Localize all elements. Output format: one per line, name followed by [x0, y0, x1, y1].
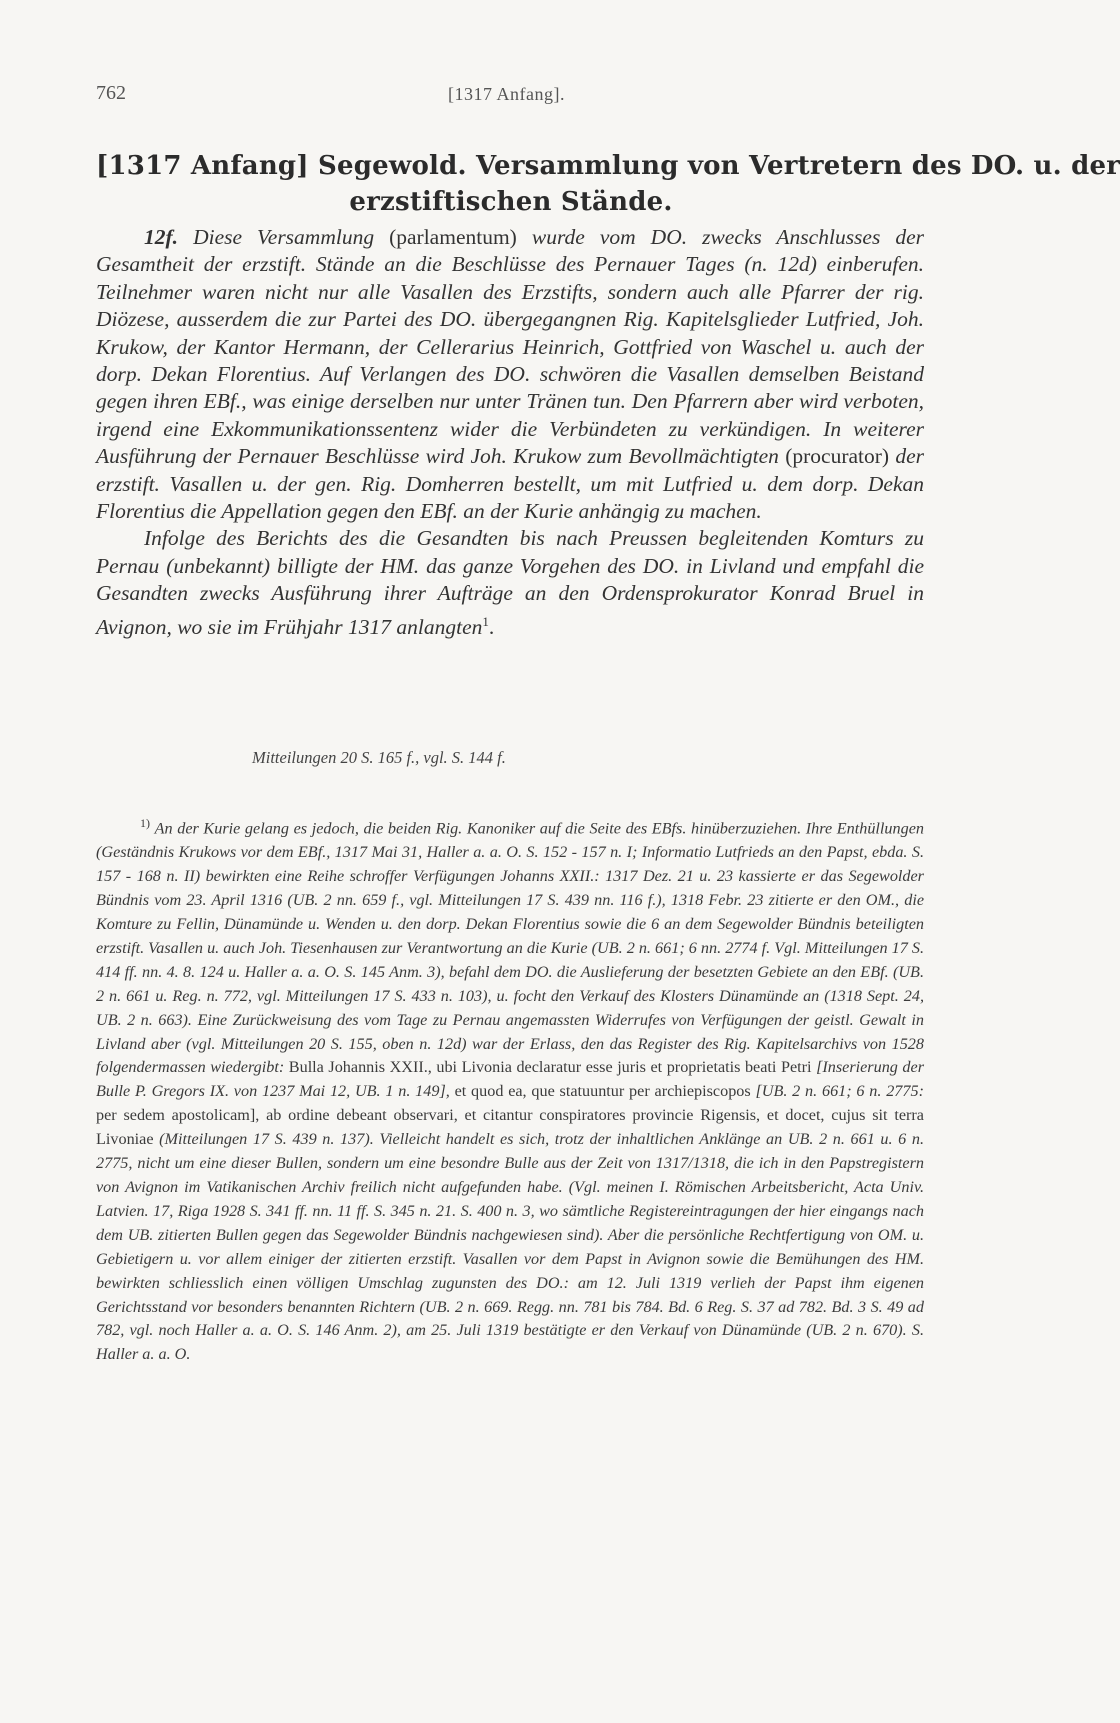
paragraph-1-part-d: (procurator)	[785, 444, 890, 469]
paragraph-1-part-a: Diese Versammlung	[193, 225, 375, 249]
entry-body	[96, 224, 924, 641]
footnote-1	[96, 812, 924, 1367]
entry-number: 12f.	[144, 225, 179, 249]
paragraph-1-part-b: (parlamentum)	[389, 225, 517, 249]
paragraph-2-end: .	[488, 614, 495, 639]
page-number: 762	[96, 82, 126, 104]
paragraph-2-text: Infolge des Berichts des die Gesandten bis nach Preussen begleitenden Komturs zu Pernau (unbekannt) billigte der HM. das ganze Vorgehen des DO. in Livland und empfahl die Gesandten zwecks Ausführung ihrer Aufträge an den Ordensprokurator Konrad Bruel in Avignon, wo sie im Frühjahr 1317 anlangten	[96, 526, 924, 639]
heading-line-2: erzstiftischen Stände.	[349, 187, 673, 217]
paragraph-1-part-c: wurde vom DO. zwecks Anschlusses der Gesamtheit der erzstift. Stände an die Beschlüsse des Pernauer Tages (n. 12d) einberufen. Teilnehmer waren nicht nur alle Vasallen des Erzstifts, sondern auch alle Pfarrer der rig. Diözese, ausserdem die zur Partei des DO. übergegangnen Rig. Kapitelsglieder Lutfried, Joh. Krukow, der Kantor Hermann, der Cellerarius Heinrich, Gottfried von Waschel u. auch der dorp. Dekan Florentius. Auf Verlangen des DO. schwören die Vasallen demselben Beistand gegen ihren EBf., was einige derselben nur unter Tränen tun. Den Pfarrern aber wird verboten, irgend eine Exkommunikationssentenz wider die Verbündeten zu verkündigen. In weiterer Ausführung der Pernauer Beschlüsse wird Joh. Krukow zum Bevollmächtigten	[96, 225, 925, 469]
footnote-reference: 1	[482, 613, 489, 629]
footnote-text-h: (Mitteilungen 17 S. 439 n. 137). Vielleicht handelt es sich, trotz der inhaltlichen Anklänge an UB. 2 n. 661 u. 6 n. 2775, nicht um eine dieser Bullen, sondern um eine besondre Bulle aus der Zeit von 1317/1318, die ich in den Papstregistern von Avignon im Vatikanischen Archiv freilich nicht aufgefunden habe. (Vgl. meinen I. Römischen Arbeitsbericht, Acta Univ. Latvien. 17, Riga 1928 S. 341 ff. nn. 11 ff. S. 345 n. 21. S. 400 n. 3, wo sämtliche Registereintragungen der hier eingangs nach dem UB. zitierten Bullen gegen das Segewolder Bündnis nachgewiesen sind). Aber die persönliche Rechtfertigung von OM. u. Gebietigern u. vor allem einiger der zitierten erzstift. Vasallen vor dem Papst in Avignon sowie die Bemühungen des HM. bewirkten schliesslich einen völligen Umschlag zugunsten des DO.: am 12. Juli 1319 verlieh der Papst ihm eigenen Gerichtsstand vor besonders benannten Richtern (UB. 2 n. 669. Regg. nn. 781 bis 784. Bd. 6 Reg. S. 37 ad 782. Bd. 3 S. 49 ad 782, vgl. noch Haller a. a. O. S. 146 Anm. 2), am 25. Juli 1319 bestätigte er den Verkauf von Dünamünde (UB. 2 n. 670). S. Haller a. a. O.	[96, 1130, 924, 1364]
footnote-text-e: [UB. 2 n. 661; 6 n. 2775:	[755, 1082, 924, 1101]
entry-paragraph-2	[96, 525, 924, 641]
entry-paragraph-1	[96, 224, 924, 525]
footnote-text-d: et quod ea, que statuuntur per archiepiscopos	[454, 1082, 751, 1101]
running-head	[96, 82, 916, 106]
footnote-text-b: Bulla Johannis XXII., ubi Livonia declaratur esse juris et proprietatis beati Petri	[288, 1058, 812, 1077]
source-citation: Mitteilungen 20 S. 165 f., vgl. S. 144 f.	[252, 748, 506, 767]
footnotes	[96, 812, 924, 1367]
paragraph-1-part-e: der erzstift. Vasallen u. der gen. Rig. Domherren bestellt, um mit Lutfried u. dem dorp. Dekan Florentius die Appellation gegen den EBf. an der Kurie anhängig zu machen.	[96, 444, 925, 524]
footnote-text-a: An der Kurie gelang es jedoch, die beiden Rig. Kanoniker auf die Seite des EBfs. hinüberzuziehen. Ihre Enthüllungen (Geständnis Krukows vor dem EBf., 1317 Mai 31, Haller a. a. O. S. 152 - 157 n. I; Informatio Lutfrieds an den Papst, ebda. S. 157 - 168 n. II) bewirkten eine Reihe schroffer Verfügungen Johanns XXII.: 1317 Dez. 21 u. 23 kassierte er das Segewolder Bündnis vom 23. April 1316 (UB. 2 nn. 659 f., vgl. Mitteilungen 17 S. 439 nn. 116 f.), 1318 Febr. 23 zitierte er den OM., die Komture zu Fellin, Dünamünde u. Wenden u. den dorp. Dekan Florentius sowie die 6 an dem Segewolder Bündnis beteiligten erzstift. Vasallen u. auch Joh. Tiesenhausen zur Verantwortung an die Kurie (UB. 2 n. 661; 6 nn. 2774 f. Vgl. Mitteilungen 17 S. 414 ff. nn. 4. 8. 124 u. Haller a. a. O. S. 145 Anm. 3), befahl dem DO. die Auslieferung der besetzten Gebiete an den EBf. (UB. 2 n. 661 u. Reg. n. 772, vgl. Mitteilungen 17 S. 433 n. 103), u. focht den Verkauf des Klosters Dünamünde an (1318 Sept. 24, UB. 2 n. 663). Eine Zurückweisung des vom Tage zu Pernau angemassten Widerrufes von Verfügungen der geistl. Gewalt in Livland aber (vgl. Mitteilungen 20 S. 155, oben n. 12d) war der Erlass, den das Register des Rig. Kapitelsarchivs von 1528 folgendermassen wiedergibt:	[96, 819, 924, 1077]
entry-heading	[96, 148, 1120, 220]
footnote-text-g: ab ordine debeant observari, et citantur conspiratores provincie Rigensis, et docet, cujus sit terra Livoniae	[96, 1106, 924, 1149]
running-title: [1317 Anfang].	[448, 84, 565, 104]
heading-line-1: [1317 Anfang] Segewold. Versammlung von Vertretern des DO. u. der	[96, 151, 1120, 181]
footnote-mark: 1)	[140, 816, 150, 830]
footnote-text-c: [Inserierung der Bulle P. Gregors IX. von 1237 Mai 12, UB. 1 n. 149],	[96, 1058, 925, 1101]
footnote-text-f: per sedem apostolicam],	[96, 1106, 260, 1125]
